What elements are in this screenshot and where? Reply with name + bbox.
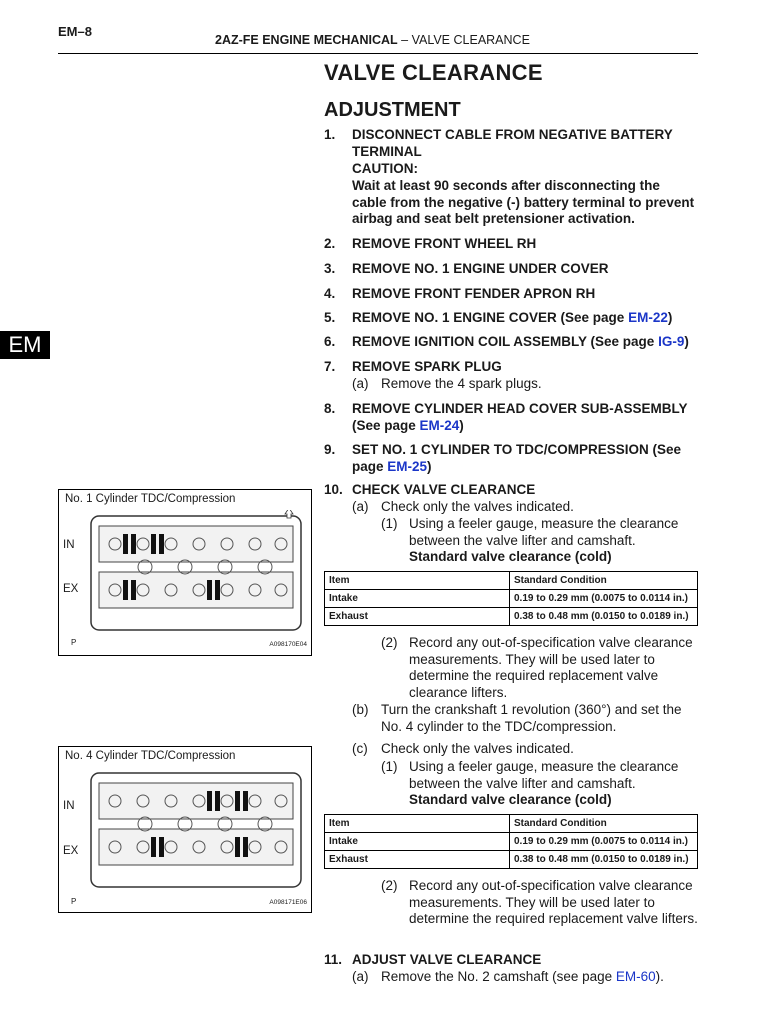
figure-no4-tdc: [58, 746, 312, 913]
figure-code: A098171E06: [269, 899, 307, 906]
table-row: [325, 815, 698, 833]
spec-table-1: [324, 571, 698, 626]
table-cell: 0.38 to 0.48 mm (0.0150 to 0.0189 in.): [510, 608, 698, 626]
link-ig-9[interactable]: IG-9: [658, 334, 685, 349]
page-number: EM–8: [58, 24, 92, 39]
valve-mark: [215, 580, 220, 600]
table-cell: Intake: [325, 590, 510, 608]
valve-mark: [235, 791, 240, 811]
table-cell: Exhaust: [325, 851, 510, 869]
figure-no1-tdc: [58, 489, 312, 656]
table-row: [325, 833, 698, 851]
figure-title: No. 4 Cylinder TDC/Compression: [65, 750, 236, 762]
valve-mark: [123, 580, 128, 600]
valve-mark: [207, 580, 212, 600]
valve-mark: [243, 837, 248, 857]
table-row: [325, 572, 698, 590]
cylinder-head-diagram: [85, 767, 307, 893]
running-header: 2AZ-FE ENGINE MECHANICAL – VALVE CLEARANCE: [215, 33, 530, 47]
valve-mark: [159, 837, 164, 857]
valve-mark: [235, 837, 240, 857]
valve-mark: [131, 534, 136, 554]
figure-p-mark: P: [71, 897, 77, 906]
exhaust-label: EX: [63, 583, 79, 595]
valve-mark: [131, 580, 136, 600]
valve-mark: [215, 791, 220, 811]
table-cell: 0.38 to 0.48 mm (0.0150 to 0.0189 in.): [510, 851, 698, 869]
subsection-title: VALVE CLEARANCE: [411, 33, 530, 47]
figure-code: A098170E04: [269, 641, 307, 648]
link-em-22[interactable]: EM-22: [628, 310, 668, 325]
exhaust-label: EX: [63, 845, 79, 857]
link-em-60[interactable]: EM-60: [615, 969, 656, 984]
header-rule: [58, 53, 698, 54]
page-subtitle: ADJUSTMENT: [324, 99, 461, 121]
spec-title-1: Standard valve clearance (cold): [409, 549, 612, 564]
table-header-standard: Standard Condition: [510, 815, 698, 833]
link-em-24[interactable]: EM-24: [419, 417, 460, 433]
table-header-standard: Standard Condition: [510, 572, 698, 590]
table-header-item: Item: [325, 572, 510, 590]
page-title: VALVE CLEARANCE: [324, 60, 543, 85]
valve-mark: [243, 791, 248, 811]
valve-mark: [151, 837, 156, 857]
spec-table-2: [324, 814, 698, 869]
figure-title: No. 1 Cylinder TDC/Compression: [65, 493, 236, 505]
table-row: [325, 608, 698, 626]
table-cell: 0.19 to 0.29 mm (0.0075 to 0.0114 in.): [510, 590, 698, 608]
table-header-item: Item: [325, 815, 510, 833]
table-cell: Exhaust: [325, 608, 510, 626]
valve-mark: [207, 791, 212, 811]
section-title: 2AZ-FE ENGINE MECHANICAL: [215, 33, 398, 47]
valve-mark: [123, 534, 128, 554]
table-row: [325, 851, 698, 869]
figure-p-mark: P: [71, 638, 77, 647]
intake-label: IN: [63, 800, 75, 812]
section-tab: EM: [0, 331, 50, 359]
valve-mark: [159, 534, 164, 554]
link-em-25[interactable]: EM-25: [387, 458, 428, 474]
intake-label: IN: [63, 539, 75, 551]
valve-mark: [151, 534, 156, 554]
spec-title-2: Standard valve clearance (cold): [409, 792, 612, 807]
table-row: [325, 590, 698, 608]
table-cell: Intake: [325, 833, 510, 851]
table-cell: 0.19 to 0.29 mm (0.0075 to 0.0114 in.): [510, 833, 698, 851]
cylinder-head-diagram: [85, 510, 307, 636]
